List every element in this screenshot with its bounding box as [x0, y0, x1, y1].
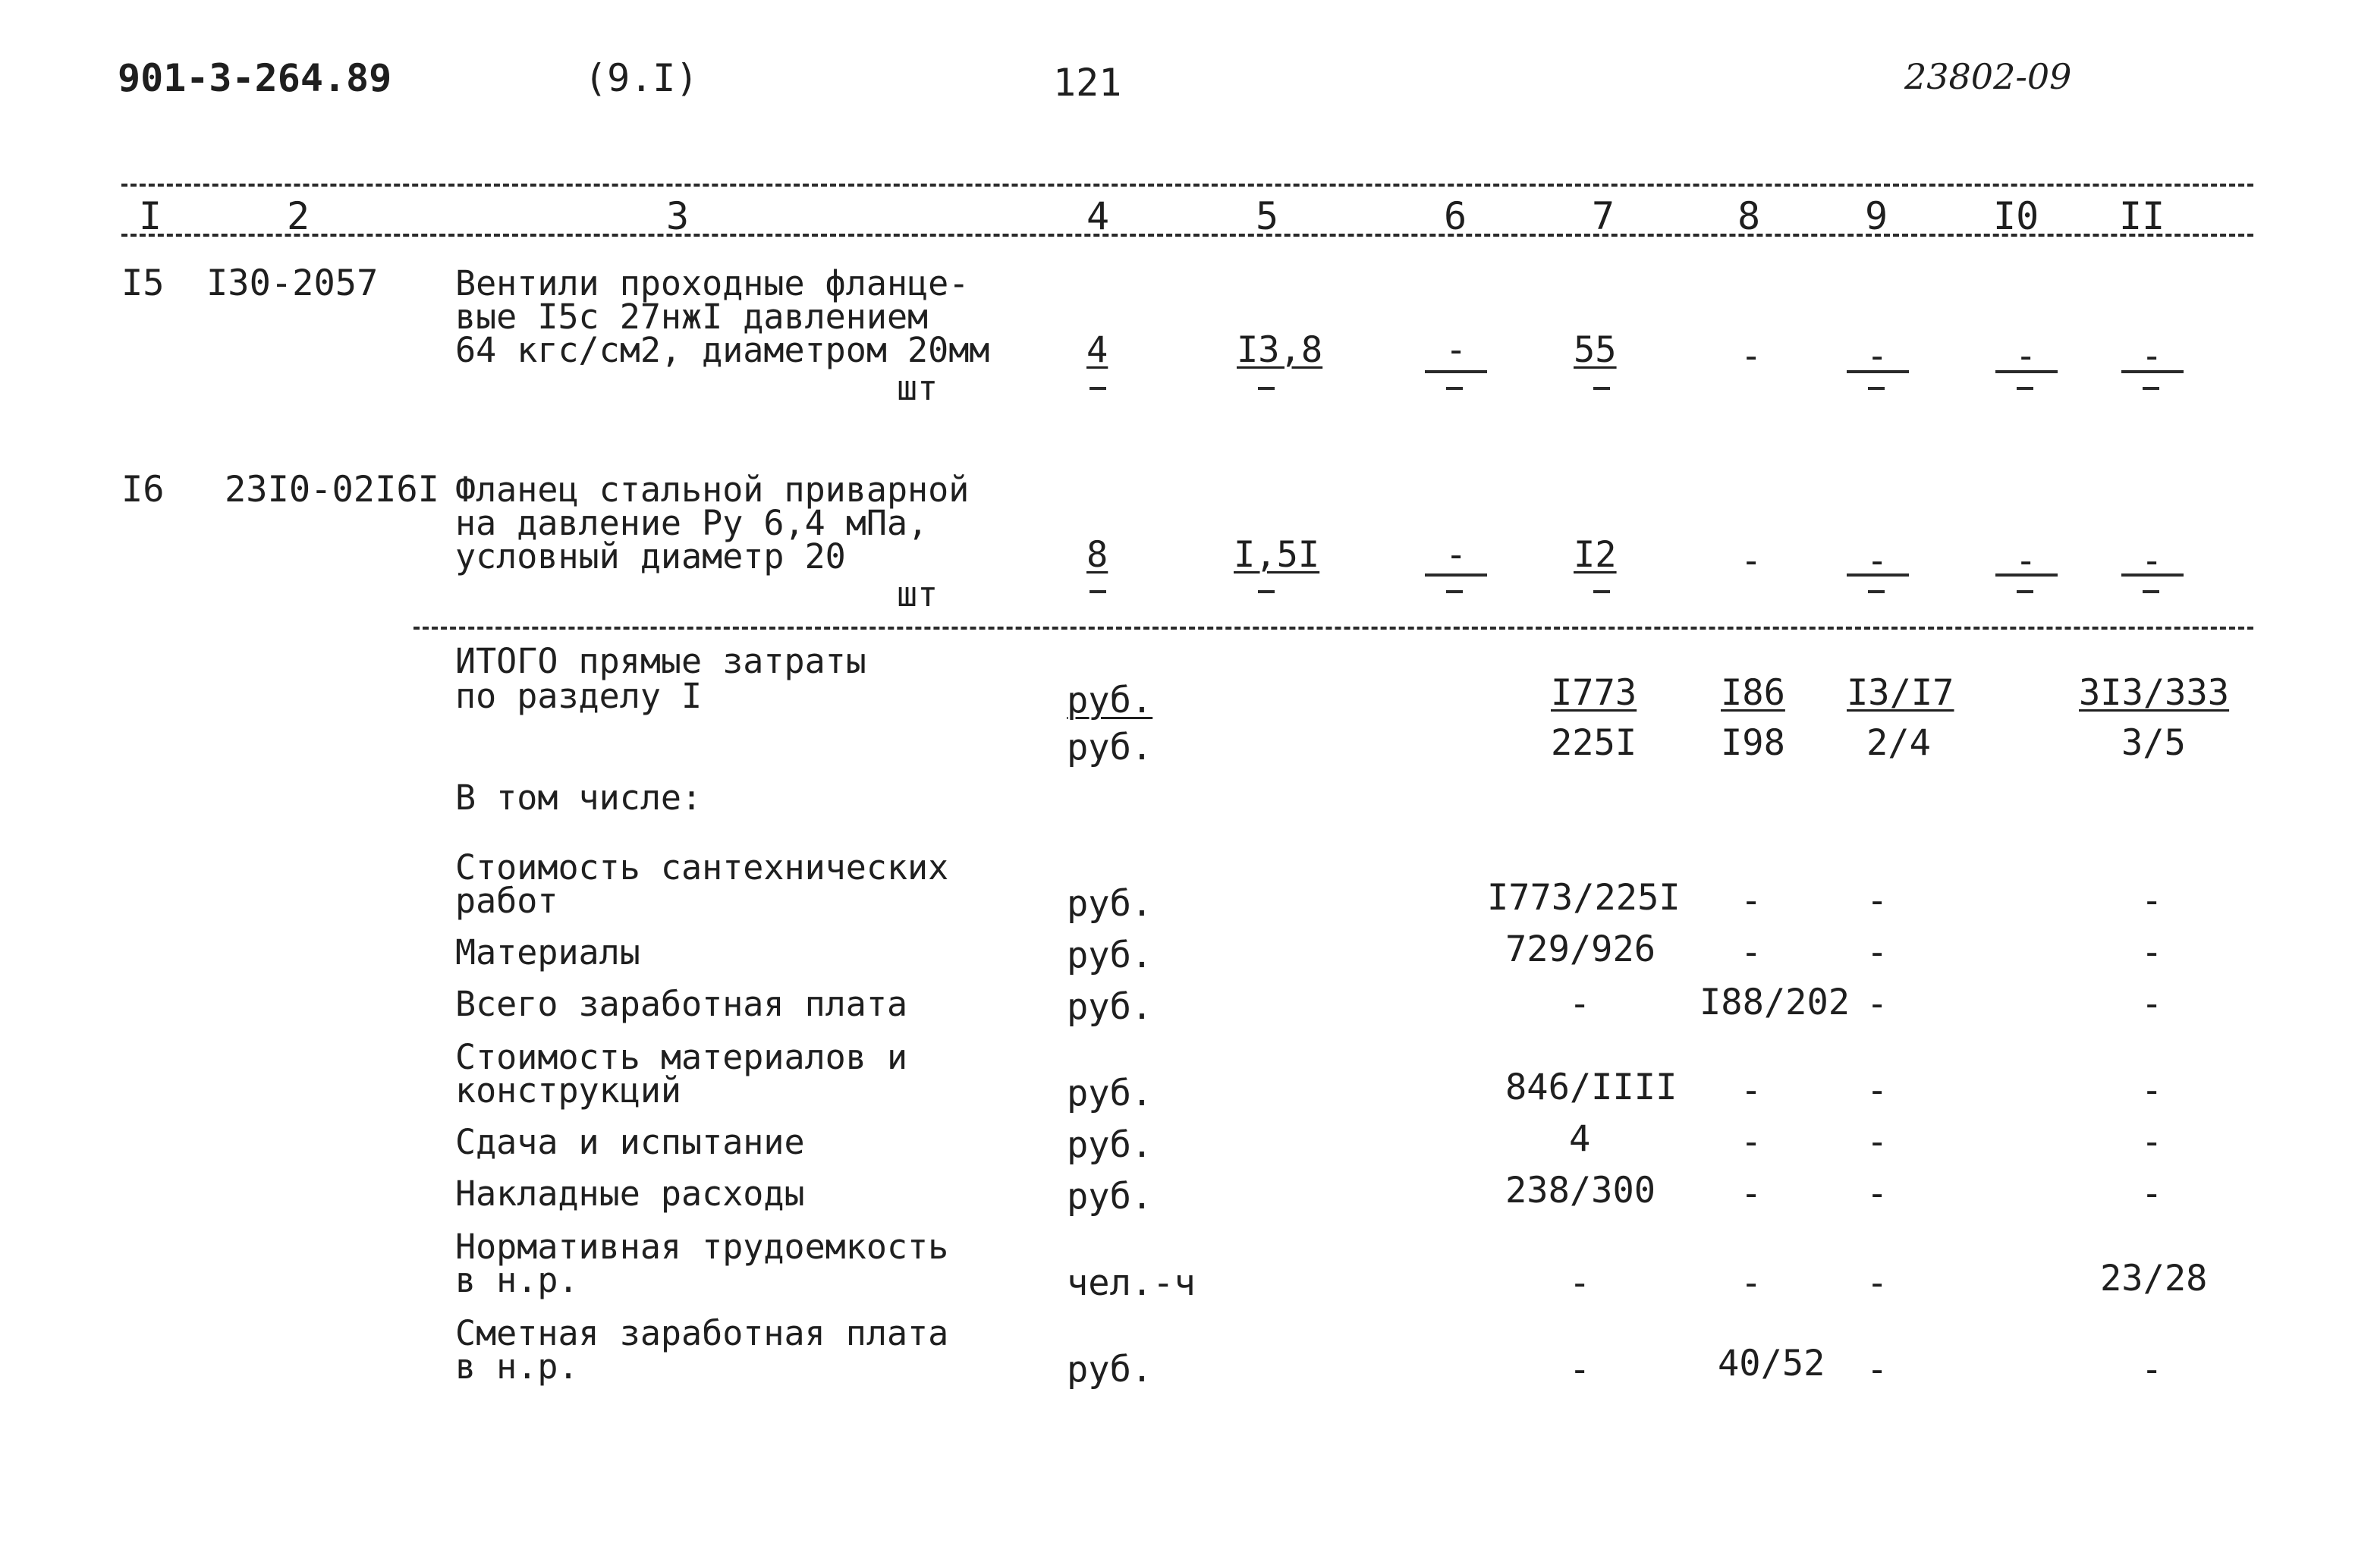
breakdown-col-7: 238/300: [1505, 1170, 1656, 1211]
breakdown-label-line: Сметная заработная плата: [455, 1313, 949, 1353]
fraction-line: [1847, 573, 1909, 577]
row-code: 23I0-02I6I: [225, 469, 439, 511]
zero-mark: [2143, 590, 2159, 593]
breakdown-label-line: Сдача и испытание: [455, 1122, 805, 1162]
breakdown-col-8: -: [1740, 932, 1762, 973]
section-number: (9.I): [584, 56, 699, 100]
row-unit: шт: [897, 574, 939, 614]
handwritten-stamp: 23802-09: [1904, 56, 2072, 97]
breakdown-col-9: -: [1866, 1173, 1888, 1214]
breakdown-label-line: Накладные расходы: [455, 1174, 805, 1214]
breakdown-label-line: Стоимость материалов и: [455, 1037, 908, 1077]
breakdown-col-8: -: [1740, 1121, 1762, 1163]
breakdown-col-7: -: [1569, 983, 1591, 1025]
breakdown-col-9: -: [1866, 1262, 1888, 1304]
breakdown-col-9: -: [1866, 983, 1888, 1025]
breakdown-label-line: Нормативная трудоемкость: [455, 1227, 949, 1267]
total-separator-rule: [413, 627, 2253, 630]
page-number: 121: [1053, 61, 1122, 105]
zero-mark: [1446, 590, 1463, 593]
col-header-6: 6: [1444, 194, 1467, 238]
zero-mark: [2017, 387, 2033, 390]
cell-total-cost: I2: [1574, 534, 1617, 576]
total-col-7-top: I773: [1551, 672, 1637, 714]
breakdown-col-9: -: [1866, 880, 1888, 922]
zero-mark: [1258, 387, 1275, 390]
including-label: В том числе:: [455, 778, 703, 818]
col-header-4: 4: [1086, 194, 1110, 238]
col-header-10: I0: [1993, 194, 2039, 238]
fraction-line: [1995, 573, 2058, 577]
cell-unit-price: I3,8: [1237, 329, 1323, 371]
total-col-9-top: I3/I7: [1847, 672, 1954, 714]
breakdown-col-7: -: [1569, 1262, 1591, 1304]
breakdown-col-11: 23/28: [2100, 1258, 2208, 1299]
breakdown-col-11: -: [2141, 1121, 2163, 1163]
total-col-7-bottom: 225I: [1551, 722, 1637, 764]
fraction-line: [1995, 370, 2058, 373]
zero-mark: [2143, 387, 2159, 390]
cell-quantity: 4: [1086, 329, 1108, 371]
breakdown-col-8: I88/202: [1700, 982, 1850, 1023]
cell-quantity: 8: [1086, 534, 1108, 576]
cell-unit-price: I,5I: [1234, 534, 1320, 576]
fraction-line: [1425, 370, 1487, 373]
fraction-line: [2121, 573, 2184, 577]
cell-col-11: -: [2141, 335, 2163, 377]
breakdown-unit: руб.: [1067, 1073, 1153, 1114]
zero-mark: [1446, 387, 1463, 390]
breakdown-label-line: конструкций: [455, 1070, 682, 1111]
cell-col-10: -: [2015, 335, 2037, 377]
cell-col-9: -: [1866, 540, 1888, 582]
breakdown-col-8: -: [1740, 1070, 1762, 1111]
breakdown-label-line: в н.р.: [455, 1260, 579, 1300]
zero-mark: [1090, 387, 1106, 390]
breakdown-label-line: работ: [455, 881, 558, 921]
cell-total-cost: 55: [1574, 329, 1617, 371]
breakdown-label-line: Всего заработная плата: [455, 984, 908, 1024]
col-header-1: I: [139, 194, 162, 238]
breakdown-col-7: 729/926: [1505, 929, 1656, 970]
zero-mark: [1090, 590, 1106, 593]
header-top-rule: [121, 184, 2253, 187]
zero-mark: [1593, 590, 1610, 593]
breakdown-col-7: -: [1569, 1349, 1591, 1390]
row-number: I6: [121, 469, 165, 511]
breakdown-col-8: 40/52: [1718, 1343, 1825, 1384]
cell-col-6: -: [1445, 329, 1467, 371]
cell-col-10: -: [2015, 540, 2037, 582]
total-col-11-top: 3I3/333: [2079, 672, 2230, 714]
col-header-2: 2: [287, 194, 310, 238]
row-code: I30-2057: [206, 262, 379, 304]
breakdown-col-8: -: [1740, 1262, 1762, 1304]
breakdown-label-line: в н.р.: [455, 1346, 579, 1387]
zero-mark: [2017, 590, 2033, 593]
breakdown-col-11: -: [2141, 880, 2163, 922]
zero-mark: [1258, 590, 1275, 593]
breakdown-col-9: -: [1866, 932, 1888, 973]
breakdown-unit: руб.: [1067, 1124, 1153, 1166]
breakdown-col-11: -: [2141, 1349, 2163, 1390]
col-header-8: 8: [1737, 194, 1761, 238]
breakdown-col-9: -: [1866, 1121, 1888, 1163]
fraction-line: [2121, 370, 2184, 373]
breakdown-col-8: -: [1740, 880, 1762, 922]
total-unit: руб.: [1067, 680, 1153, 721]
zero-mark: [1868, 590, 1885, 593]
col-header-7: 7: [1592, 194, 1615, 238]
breakdown-unit: руб.: [1067, 986, 1153, 1028]
breakdown-col-11: -: [2141, 932, 2163, 973]
breakdown-col-11: -: [2141, 1173, 2163, 1214]
breakdown-col-8: -: [1740, 1173, 1762, 1214]
breakdown-unit: руб.: [1067, 935, 1153, 976]
cell-col-8: -: [1740, 540, 1762, 582]
header-bottom-rule: [121, 234, 2253, 237]
row-unit: шт: [897, 368, 939, 408]
col-header-5: 5: [1256, 194, 1279, 238]
breakdown-unit: руб.: [1067, 1176, 1153, 1218]
document-code: 901-3-264.89: [118, 56, 392, 100]
breakdown-unit: чел.-ч: [1067, 1262, 1196, 1304]
breakdown-label-line: Стоимость сантехнических: [455, 847, 949, 888]
row-number: I5: [121, 262, 165, 304]
cell-col-11: -: [2141, 540, 2163, 582]
cell-col-8: -: [1740, 335, 1762, 377]
fraction-line: [1847, 370, 1909, 373]
col-header-11: II: [2119, 194, 2165, 238]
total-col-9-bottom: 2/4: [1866, 722, 1931, 764]
breakdown-col-7: 4: [1569, 1118, 1591, 1160]
breakdown-col-9: -: [1866, 1070, 1888, 1111]
col-header-9: 9: [1865, 194, 1888, 238]
cell-col-9: -: [1866, 335, 1888, 377]
col-header-3: 3: [666, 194, 690, 238]
total-label-line: ИТОГО прямые затраты: [455, 641, 866, 681]
total-col-8-top: I86: [1721, 672, 1785, 714]
cell-col-6: -: [1445, 534, 1467, 576]
breakdown-col-7: I773/225I: [1487, 877, 1681, 919]
breakdown-col-7: 846/IIII: [1505, 1067, 1678, 1108]
breakdown-unit: руб.: [1067, 883, 1153, 925]
row-description-line: условный диаметр 20: [455, 536, 846, 577]
row-description-line: Фланец стальной приварной: [455, 470, 970, 510]
breakdown-unit: руб.: [1067, 1349, 1153, 1390]
breakdown-label-line: Материалы: [455, 932, 640, 973]
zero-mark: [1868, 387, 1885, 390]
row-description-line: 64 кгс/см2, диаметром 20мм: [455, 330, 990, 370]
row-description-line: вые I5с 27нжI давлением: [455, 297, 929, 337]
row-description-line: Вентили проходные фланце-: [455, 263, 970, 303]
breakdown-col-11: -: [2141, 1070, 2163, 1111]
total-col-11-bottom: 3/5: [2121, 722, 2186, 764]
breakdown-col-11: -: [2141, 983, 2163, 1025]
total-label-line: по разделу I: [455, 676, 703, 716]
zero-mark: [1593, 387, 1610, 390]
total-unit: руб.: [1067, 727, 1153, 768]
row-description-line: на давление Ру 6,4 мПа,: [455, 503, 929, 543]
breakdown-col-9: -: [1866, 1349, 1888, 1390]
total-col-8-bottom: I98: [1721, 722, 1785, 764]
fraction-line: [1425, 573, 1487, 577]
